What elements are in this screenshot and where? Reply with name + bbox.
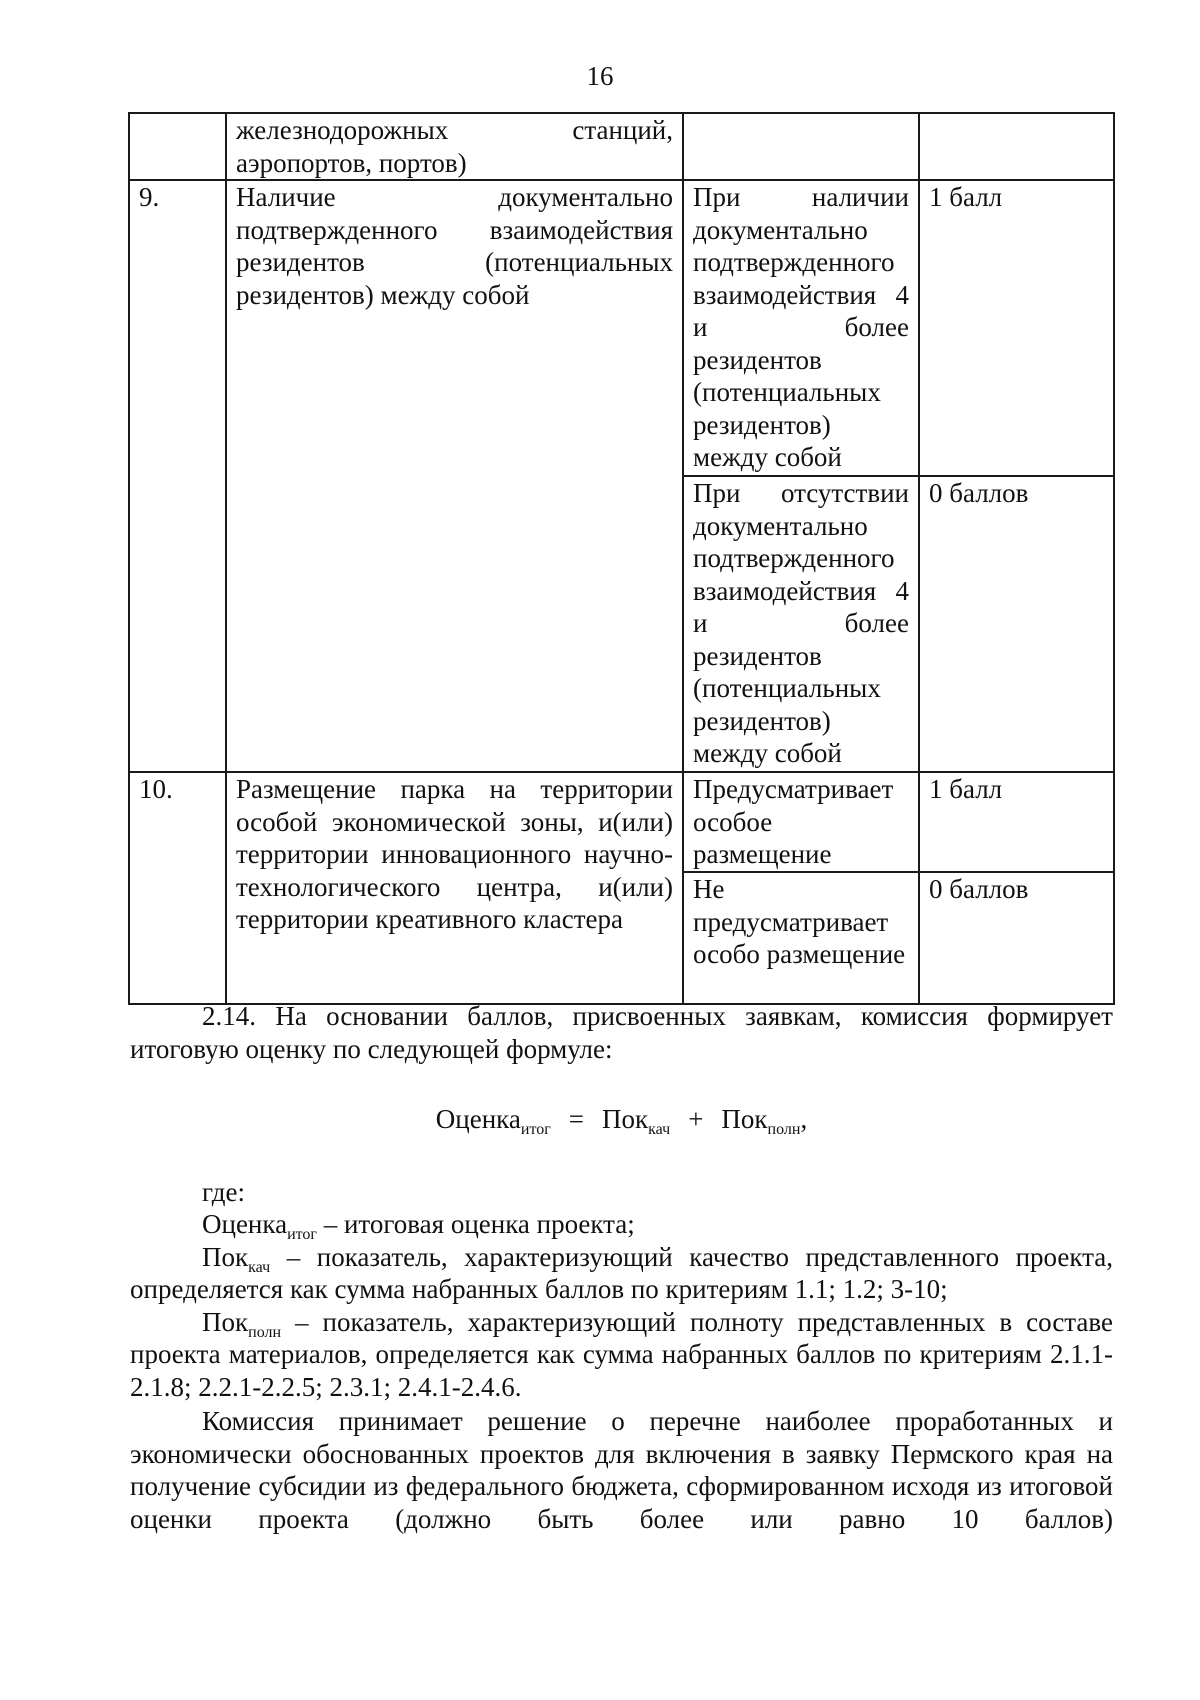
condition-cell: Предусматривает особое размещение [683, 772, 919, 872]
criterion-cell: Размещение парка на территории особой экономической зоны, и(или) территории инновационного научно-технологического центра, и(или) территории креативного кластера [226, 772, 683, 1004]
number-cell [129, 113, 226, 180]
paragraph-decision: Комиссия принимает решение о перечне наиболее проработанных и экономически обоснованных проектов для включения в заявку Пермского края на получение субсидии из федерального бюджета, сформированном исходя из итоговой оценки проекта (должно быть более или равно 10 баллов) [130, 1406, 1113, 1534]
definition-total: Оценка$_{итог}$ – итоговая оценка проекта; [202, 1209, 635, 1243]
criterion-cell: Наличие документально подтвержденного взаимодействия резидентов (потенциальных резидентов) между собой [226, 180, 683, 772]
body-text [130, 1000, 1113, 1535]
score-cell: 1 балл [919, 772, 1114, 872]
score-cell [919, 113, 1114, 180]
table-row [129, 772, 1114, 872]
criteria-table [128, 112, 1115, 1005]
condition-cell: При наличии документально подтвержденного взаимодействия 4 и более резидентов (потенциальных резидентов) между собой [683, 180, 919, 476]
criterion-cell: железнодорожных станций, аэропортов, портов) [226, 113, 683, 180]
condition-cell [683, 113, 919, 180]
table-row [129, 113, 1114, 180]
paragraph-2-14: 2.14. На основании баллов, присвоенных заявкам, комиссия формирует итоговую оценку по следующей формуле: [130, 1001, 1113, 1064]
formula-term-quality: Пок$_{кач}$ [602, 1104, 671, 1138]
condition-cell: Не предусматривает особо размещение [683, 872, 919, 1004]
formula-lhs: Оценка$_{итог}$ [435, 1104, 551, 1138]
score-cell: 1 балл [919, 180, 1114, 476]
definition-quality: Пок$_{кач}$ – показатель, характеризующий качество представленного проекта, определяется как сумма набранных баллов по критериям 1.1; 1.2; 3-10; [130, 1241, 1113, 1304]
number-cell: 10. [129, 772, 226, 1004]
formula [130, 1103, 1113, 1136]
number-cell: 9. [129, 180, 226, 772]
formula-equals: = [568, 1104, 585, 1134]
condition-cell: При отсутствии документально подтвержденного взаимодействия 4 и более резидентов (потенциальных резидентов) между собой [683, 476, 919, 772]
score-cell: 0 баллов [919, 872, 1114, 1004]
formula-term-completeness: Пок$_{полн}$, [721, 1104, 808, 1138]
formula-plus: + [688, 1104, 704, 1134]
page-number: 16 [586, 61, 614, 91]
score-cell: 0 баллов [919, 476, 1114, 772]
where-label: где: [202, 1176, 245, 1207]
table-row [129, 180, 1114, 476]
definition-completeness: Пок$_{полн}$ – показатель, характеризующий полноту представленных в составе проекта материалов, определяется как сумма набранных баллов по критериям 2.1.1-2.1.8; 2.2.1-2.2.5; 2.3.1; 2.4.1-2.4.6. [130, 1306, 1113, 1402]
